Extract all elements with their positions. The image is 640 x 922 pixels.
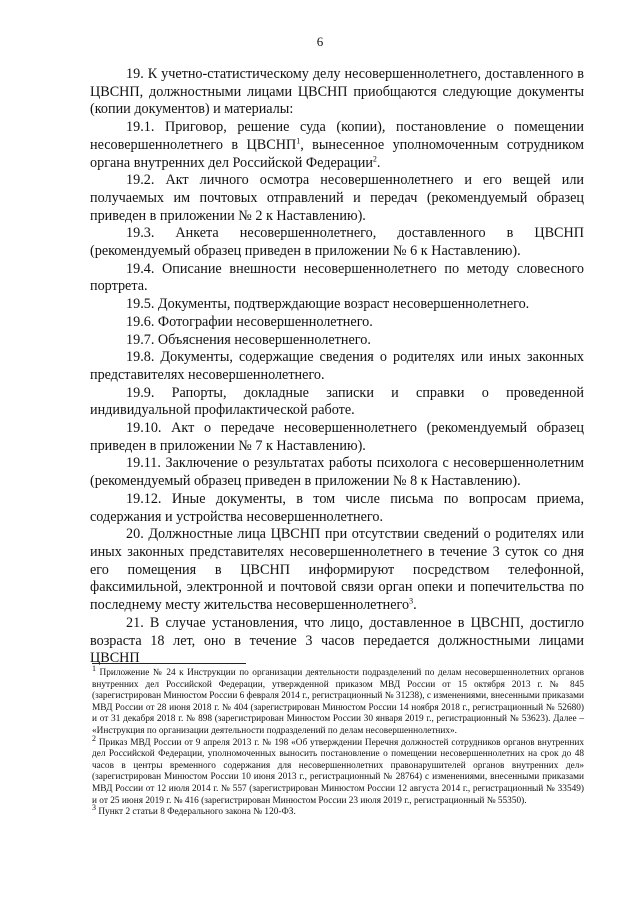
paragraph-19-9: 19.9. Рапорты, докладные записки и справки о проведенной индивидуальной профилактической работе.	[90, 384, 584, 419]
footnote-2	[92, 733, 584, 808]
footnotes	[92, 663, 584, 819]
paragraph-20	[90, 526, 584, 615]
footnote-1-mark: 1	[92, 663, 96, 673]
paragraph-19-1-tail: , вынесенное уполномоченным сотрудником органа внутренних дел Российской Федерации	[90, 136, 584, 171]
paragraph-19-11: 19.11. Заключение о результатах работы психолога с несовершеннолетним (рекомендуемый образец приведен в приложении № 8 к Наставлению).	[90, 455, 584, 490]
paragraph-19-7: 19.7. Объяснения несовершеннолетнего.	[126, 331, 371, 348]
paragraph-21: 21. В случае установления, что лицо, доставленное в ЦВСНП, достигло возраста 18 лет, оно в течение 3 часов передается должностными лицами ЦВСНП	[90, 614, 584, 667]
paragraph-20-text: 20. Должностные лица ЦВСНП при отсутствии сведений о родителях или иных законных представителях несовершеннолетнего в течение 3 суток со дня его помещения в ЦВСНП информируют посредством телефонной, факсимильной, электронной и почтовой связи орган опеки и попечительства по последнему месту жительства несовершеннолетнего	[90, 526, 584, 614]
paragraph-19-1-text: 19.1. Приговор, решение суда (копии), постановление о помещении несовершеннолетнего в ЦВСНП	[90, 119, 584, 153]
footnote-ref-2: 2	[372, 153, 377, 163]
paragraph-19-1-end: .	[376, 154, 381, 171]
paragraph-19-10: 19.10. Акт о передаче несовершеннолетнего (рекомендуемый образец приведен в приложении № 7 к Наставлению).	[90, 420, 584, 454]
paragraph-19-6: 19.6. Фотографии несовершеннолетнего.	[126, 313, 373, 330]
page-number: 6	[316, 34, 324, 49]
paragraph-19-5: 19.5. Документы, подтверждающие возраст несовершеннолетнего.	[126, 296, 530, 313]
paragraph-19-2: 19.2. Акт личного осмотра несовершеннолетнего и его вещей или получаемых им почтовых отправлений и передач (рекомендуемый образец приведен в приложении № 2 к Наставлению).	[90, 172, 584, 224]
footnote-1	[92, 663, 584, 738]
footnote-ref-1: 1	[296, 136, 301, 146]
paragraph-20-end: .	[413, 597, 417, 614]
paragraph-19-8: 19.8. Документы, содержащие сведения о родителях или иных законных представителях несовершеннолетнего.	[90, 349, 584, 383]
paragraph-19-3: 19.3. Анкета несовершеннолетнего, доставленного в ЦВСНП (рекомендуемый образец приведен в приложении № 6 к Наставлению).	[90, 225, 584, 260]
footnote-1-text: Приложение № 24 к Инструкции по организации деятельности подразделений по делам несовершеннолетних органов внутренних дел Российской Федерации, утвержденной приказом МВД России от 15 октября 2013 г. № 845 (зарегистрирован Минюстом России 6 февраля 2014 г., регистрационный № 31238), с изменениями, внесенными приказами МВД России от 28 июня 2018 г. № 404 (зарегистрирован Минюстом России 14 ноября 2018 г., регистрационный № 52680) и от 31 декабря 2018 г. № 898 (зарегистрирован Минюстом России 30 января 2019 г., регистрационный № 53623). Далее – «Инструкция по организации деятельности подразделений по делам несовершеннолетних».	[92, 668, 584, 736]
footnote-ref-3: 3	[409, 596, 414, 606]
footnote-3	[92, 803, 584, 819]
footnote-3-text: Пункт 2 статьи 8 Федерального закона № 120-ФЗ.	[98, 807, 296, 818]
footnote-2-mark: 2	[92, 733, 96, 743]
paragraph-19-1	[90, 119, 584, 172]
footnote-separator	[92, 663, 246, 664]
footnote-2-text: Приказ МВД России от 9 апреля 2013 г. № 198 «Об утверждении Перечня должностей сотрудников органов внутренних дел Российской Федерации, уполномоченных выносить постановление о помещении несовершеннолетних на срок до 48 часов в центры временного содержания для несовершеннолетних правонарушителей органов внутренних дел» (зарегистрирован Минюстом России 10 июня 2013 г., регистрационный № 28764) с изменениями, внесенными приказами МВД России от 12 июля 2014 г. № 557 (зарегистрирован Минюстом России 12 августа 2014 г., регистрационный № 33549) и от 25 июня 2019 г. № 416 (зарегистрирован Минюстом России 23 июля 2019 г., регистрационный № 55350).	[92, 737, 584, 806]
paragraph-19-12: 19.12. Иные документы, в том числе письма по вопросам приема, содержания и устройства несовершеннолетнего.	[90, 490, 584, 525]
paragraph-19: 19. К учетно-статистическому делу несовершеннолетнего, доставленного в ЦВСНП, должностными лицами ЦВСНП приобщаются следующие документы (копии документов) и материалы:	[90, 66, 584, 118]
document-body	[90, 66, 584, 668]
footnote-3-mark: 3	[92, 803, 96, 813]
paragraph-19-4: 19.4. Описание внешности несовершеннолетнего по методу словесного портрета.	[90, 260, 584, 295]
